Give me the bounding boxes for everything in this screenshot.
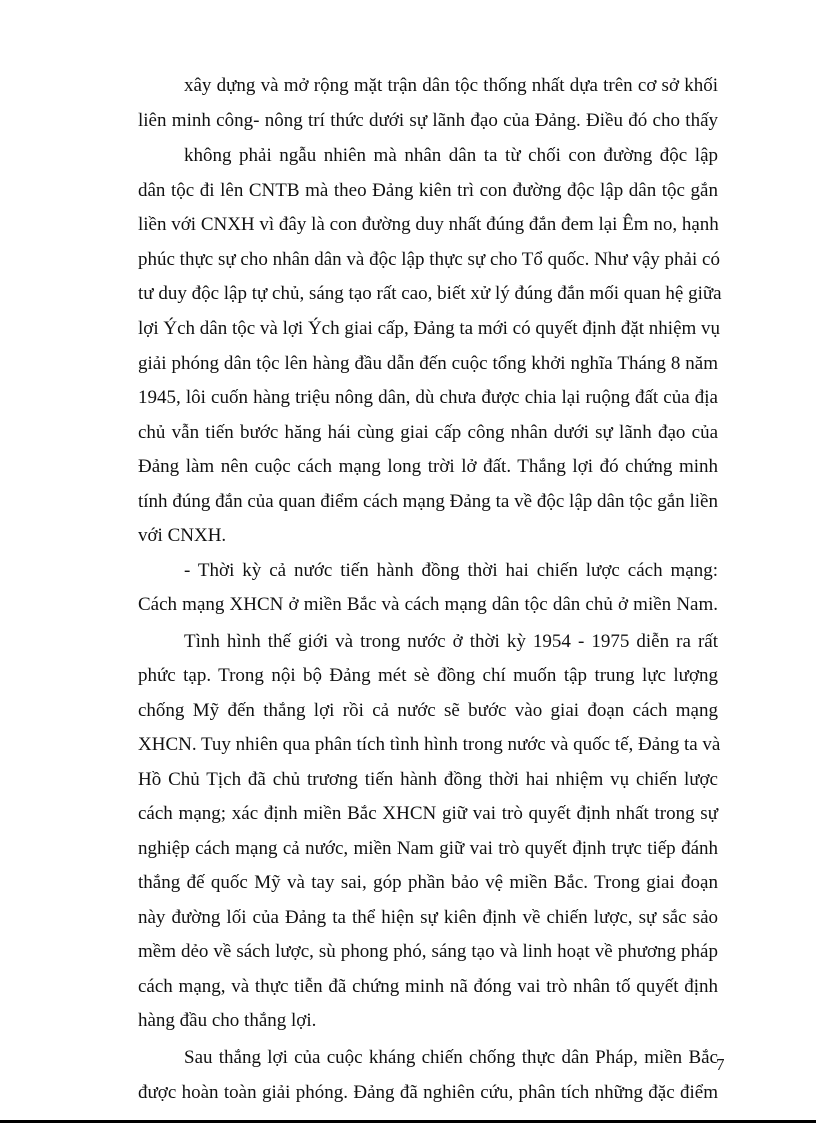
- text-line: tư duy độc lập tự chủ, sáng tạo rất cao, biết xử lý đúng đắn mối quan hệ giữa: [138, 283, 722, 304]
- text-line: giải phóng dân tộc lên hàng đầu dẫn đến cuộc tổng khởi nghĩa Tháng 8 năm: [138, 353, 718, 374]
- text-line: cách mạng; xác định miền Bắc XHCN giữ vai trò quyết định nhất trong sự: [138, 803, 718, 824]
- text-line: này đường lối của Đảng ta thể hiện sự kiên định về chiến lược, sự sắc sảo: [138, 907, 718, 928]
- text-line: Tình hình thế giới và trong nước ở thời kỳ 1954 - 1975 diễn ra rất: [184, 631, 718, 652]
- page-number: 7: [716, 1055, 725, 1074]
- text-line: với CNXH.: [138, 525, 227, 546]
- text-line: XHCN. Tuy nhiên qua phân tích tình hình trong nước và quốc tế, Đảng ta và: [138, 734, 721, 755]
- text-line: hàng đầu cho thắng lợi.: [138, 1010, 317, 1031]
- text-line: phúc thực sự cho nhân dân và độc lập thực sự cho Tổ quốc. Như vậy phải có: [138, 249, 720, 270]
- text-line: 1945, lôi cuốn hàng triệu nông dân, dù chưa được chia lại ruộng đất của địa: [138, 387, 718, 408]
- text-line: không phải ngẫu nhiên mà nhân dân ta từ chối con đường độc lập: [184, 145, 718, 166]
- text-line: Hồ Chủ Tịch đã chủ trương tiến hành đồng thời hai nhiệm vụ chiến lược: [138, 769, 718, 790]
- text-line: chủ vẫn tiến bước hăng hái cùng giai cấp công nhân dưới sự lãnh đạo của: [138, 422, 718, 443]
- text-line: tính đúng đắn của quan điểm cách mạng Đảng ta về độc lập dân tộc gắn liền: [138, 491, 718, 512]
- text-line: liền với CNXH vì đây là con đường duy nhất đúng đắn đem lại Êm no, hạnh: [138, 214, 719, 235]
- text-line: - Thời kỳ cả nước tiến hành đồng thời hai chiến lược cách mạng:: [184, 560, 718, 581]
- text-line: xây dựng và mở rộng mặt trận dân tộc thống nhất dựa trên cơ sở khối: [184, 75, 718, 96]
- text-line: thắng đế quốc Mỹ và tay sai, góp phần bảo vệ miền Bắc. Trong giai đoạn: [138, 872, 718, 893]
- text-line: liên minh công- nông trí thức dưới sự lãnh đạo của Đảng. Điều đó cho thấy: [138, 110, 718, 131]
- text-line: Cách mạng XHCN ở miền Bắc và cách mạng dân tộc dân chủ ở miền Nam.: [138, 594, 718, 615]
- text-line: Đảng làm nên cuộc cách mạng long trời lở đất. Thắng lợi đó chứng minh: [138, 456, 718, 477]
- text-line: lợi Ých dân tộc và lợi Ých giai cấp, Đảng ta mới có quyết định đặt nhiệm vụ: [138, 318, 721, 339]
- text-line: dân tộc đi lên CNTB mà theo Đảng kiên trì con đường độc lập dân tộc gắn: [138, 180, 718, 201]
- text-line: chống Mỹ đến thắng lợi rồi cả nước sẽ bước vào giai đoạn cách mạng: [138, 700, 718, 721]
- text-line: được hoàn toàn giải phóng. Đảng đã nghiên cứu, phân tích những đặc điểm: [138, 1082, 718, 1103]
- text-line: mềm dẻo về sách lược, sù phong phó, sáng tạo và linh hoạt về phương pháp: [138, 941, 718, 962]
- text-line: cách mạng, và thực tiễn đã chứng minh nã đóng vai trò nhân tố quyết định: [138, 976, 718, 997]
- text-line: phức tạp. Trong nội bộ Đảng mét sè đồng chí muốn tập trung lực lượng: [138, 665, 718, 686]
- text-line: Sau thắng lợi của cuộc kháng chiến chống thực dân Pháp, miền Bắc: [184, 1047, 718, 1068]
- text-line: nghiệp cách mạng cả nước, miền Nam giữ vai trò quyết định trực tiếp đánh: [138, 838, 718, 859]
